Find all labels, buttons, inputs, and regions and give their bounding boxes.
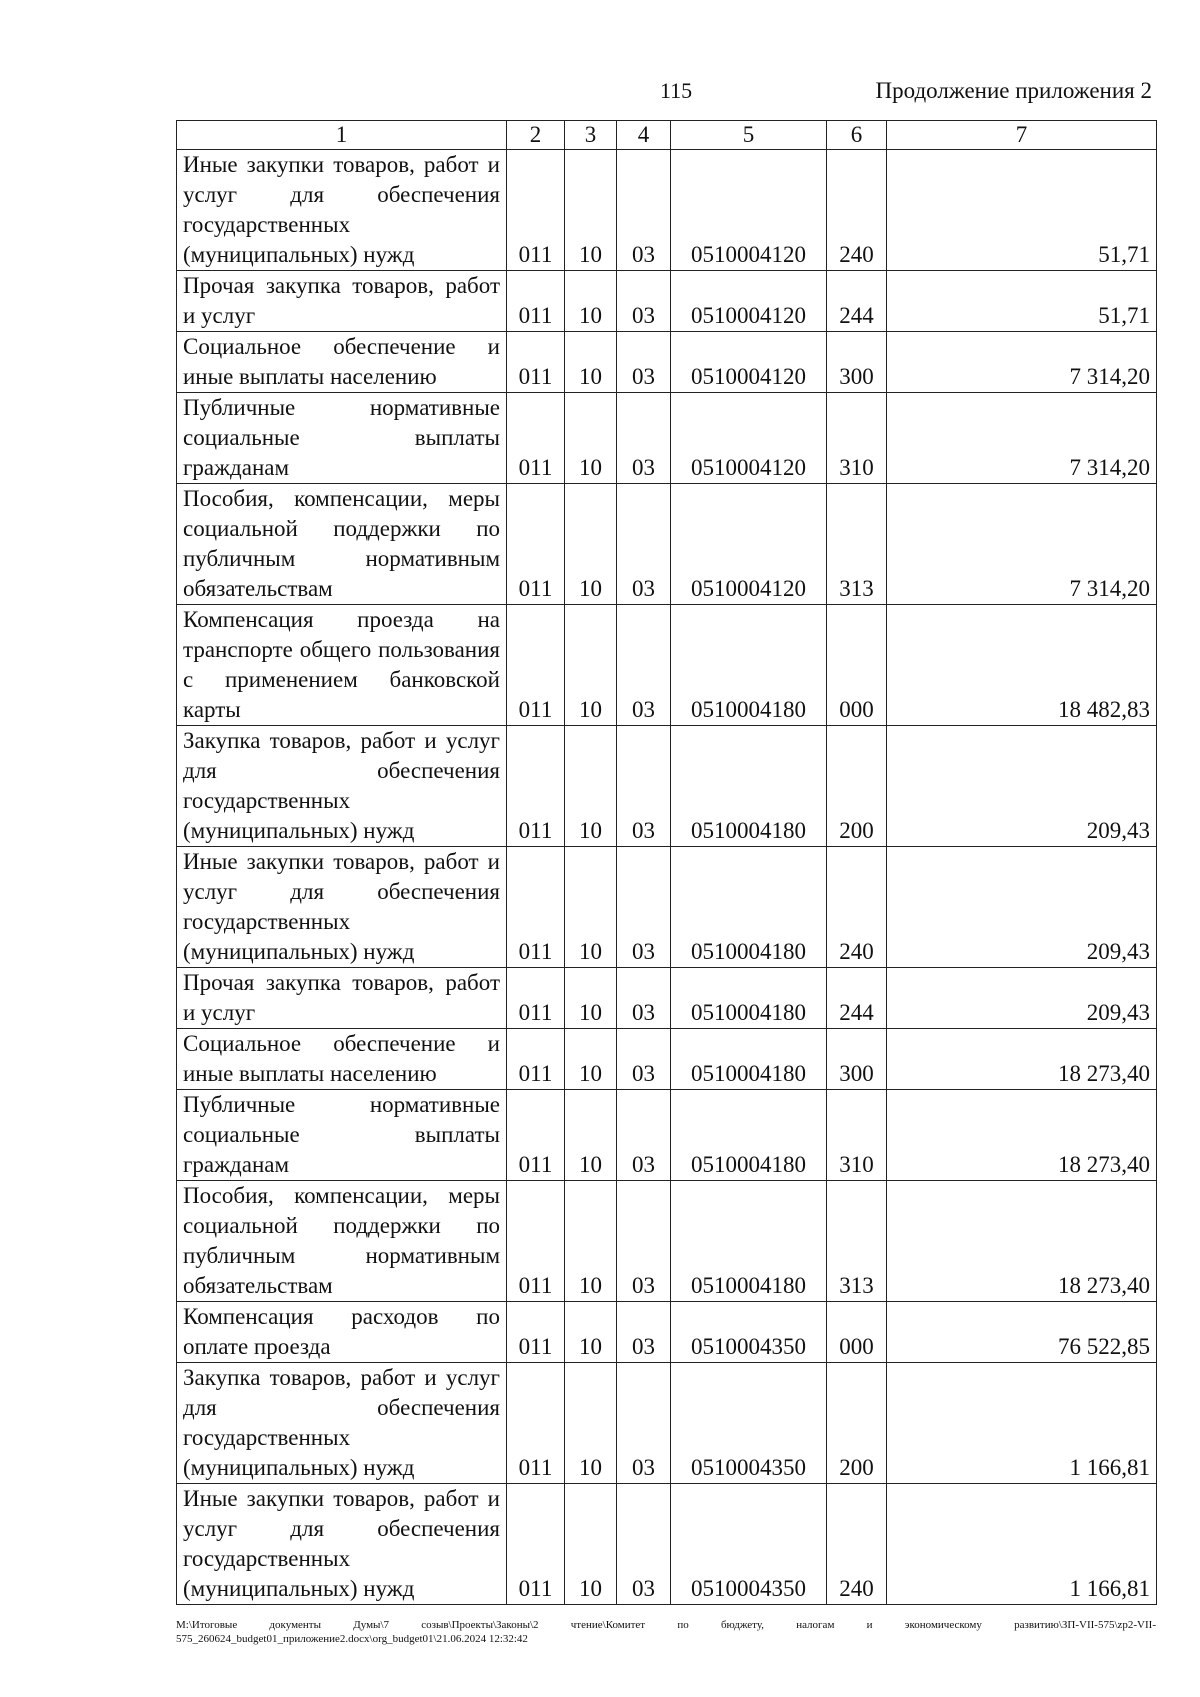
row-name-cell: Социальное обеспечение и иные выплаты населению bbox=[177, 1029, 507, 1090]
row-code-3: 10 bbox=[565, 726, 617, 847]
row-code-3: 10 bbox=[565, 847, 617, 968]
column-header: 2 bbox=[507, 121, 565, 150]
row-code-5: 0510004180 bbox=[671, 1181, 827, 1302]
column-header: 1 bbox=[177, 121, 507, 150]
row-code-2: 011 bbox=[507, 150, 565, 271]
table-row bbox=[177, 605, 1157, 726]
table-row bbox=[177, 332, 1157, 393]
row-code-3: 10 bbox=[565, 1484, 617, 1605]
row-code-6: 313 bbox=[827, 484, 887, 605]
table-row bbox=[177, 1363, 1157, 1484]
table-row bbox=[177, 271, 1157, 332]
continuation-label: Продолжение приложения 2 bbox=[875, 78, 1152, 103]
row-code-2: 011 bbox=[507, 332, 565, 393]
file-path-footer: М:\Итоговые документы Думы\7 созыв\Проекты\Законы\2 чтение\Комитет по бюджету, налогам и экономическому развитию\ЗП-VII-575\zp2-VII-575_260624_budget01_приложение2.docx\org_budget01\21.06.2024 12:32:42 bbox=[176, 1619, 1156, 1645]
row-code-6: 000 bbox=[827, 1302, 887, 1363]
row-code-3: 10 bbox=[565, 1029, 617, 1090]
row-code-4: 03 bbox=[617, 484, 671, 605]
row-code-2: 011 bbox=[507, 1484, 565, 1605]
row-code-4: 03 bbox=[617, 1302, 671, 1363]
row-code-3: 10 bbox=[565, 332, 617, 393]
row-code-6: 000 bbox=[827, 605, 887, 726]
row-code-6: 310 bbox=[827, 1090, 887, 1181]
row-code-3: 10 bbox=[565, 1302, 617, 1363]
table-row bbox=[177, 150, 1157, 271]
row-code-4: 03 bbox=[617, 968, 671, 1029]
row-code-5: 0510004180 bbox=[671, 726, 827, 847]
table-row bbox=[177, 1484, 1157, 1605]
row-amount: 76 522,85 bbox=[887, 1302, 1157, 1363]
row-amount: 209,43 bbox=[887, 726, 1157, 847]
row-code-3: 10 bbox=[565, 393, 617, 484]
row-code-6: 200 bbox=[827, 726, 887, 847]
row-amount: 18 273,40 bbox=[887, 1181, 1157, 1302]
row-name-cell: Пособия, компенсации, меры социальной поддержки по публичным нормативным обязательствам bbox=[177, 484, 507, 605]
row-code-6: 240 bbox=[827, 1484, 887, 1605]
row-code-5: 0510004180 bbox=[671, 1029, 827, 1090]
row-name-cell: Компенсация проезда на транспорте общего пользования с применением банковской карты bbox=[177, 605, 507, 726]
row-code-2: 011 bbox=[507, 271, 565, 332]
row-code-5: 0510004350 bbox=[671, 1484, 827, 1605]
row-amount: 209,43 bbox=[887, 968, 1157, 1029]
row-code-2: 011 bbox=[507, 484, 565, 605]
row-code-2: 011 bbox=[507, 1363, 565, 1484]
row-code-2: 011 bbox=[507, 968, 565, 1029]
row-code-5: 0510004120 bbox=[671, 332, 827, 393]
row-code-4: 03 bbox=[617, 1090, 671, 1181]
row-code-4: 03 bbox=[617, 726, 671, 847]
row-name-cell: Иные закупки товаров, работ и услуг для обеспечения государственных (муниципальных) нужд bbox=[177, 1484, 507, 1605]
table-row bbox=[177, 1302, 1157, 1363]
column-header: 4 bbox=[617, 121, 671, 150]
row-name-cell: Иные закупки товаров, работ и услуг для обеспечения государственных (муниципальных) нужд bbox=[177, 847, 507, 968]
row-code-4: 03 bbox=[617, 1181, 671, 1302]
row-amount: 7 314,20 bbox=[887, 393, 1157, 484]
row-code-2: 011 bbox=[507, 1181, 565, 1302]
row-code-6: 200 bbox=[827, 1363, 887, 1484]
row-code-6: 300 bbox=[827, 1029, 887, 1090]
row-name-cell: Социальное обеспечение и иные выплаты населению bbox=[177, 332, 507, 393]
row-name-cell: Закупка товаров, работ и услуг для обеспечения государственных (муниципальных) нужд bbox=[177, 1363, 507, 1484]
row-code-5: 0510004180 bbox=[671, 968, 827, 1029]
row-code-3: 10 bbox=[565, 1090, 617, 1181]
row-code-2: 011 bbox=[507, 726, 565, 847]
row-code-6: 313 bbox=[827, 1181, 887, 1302]
row-name-cell: Закупка товаров, работ и услуг для обеспечения государственных (муниципальных) нужд bbox=[177, 726, 507, 847]
column-header: 3 bbox=[565, 121, 617, 150]
row-name-cell: Публичные нормативные социальные выплаты гражданам bbox=[177, 393, 507, 484]
row-code-5: 0510004180 bbox=[671, 1090, 827, 1181]
page-number: 115 bbox=[660, 78, 693, 103]
row-code-4: 03 bbox=[617, 150, 671, 271]
header-row bbox=[177, 121, 1157, 150]
row-code-4: 03 bbox=[617, 393, 671, 484]
row-code-4: 03 bbox=[617, 271, 671, 332]
row-amount: 51,71 bbox=[887, 150, 1157, 271]
row-amount: 18 482,83 bbox=[887, 605, 1157, 726]
row-name-cell: Публичные нормативные социальные выплаты гражданам bbox=[177, 1090, 507, 1181]
row-code-6: 240 bbox=[827, 847, 887, 968]
row-code-2: 011 bbox=[507, 605, 565, 726]
column-header: 7 bbox=[887, 121, 1157, 150]
table-row bbox=[177, 393, 1157, 484]
row-code-5: 0510004120 bbox=[671, 393, 827, 484]
row-amount: 1 166,81 bbox=[887, 1484, 1157, 1605]
row-code-4: 03 bbox=[617, 1484, 671, 1605]
table-row bbox=[177, 847, 1157, 968]
row-amount: 7 314,20 bbox=[887, 332, 1157, 393]
row-code-3: 10 bbox=[565, 1363, 617, 1484]
row-code-3: 10 bbox=[565, 150, 617, 271]
table-row bbox=[177, 1181, 1157, 1302]
row-code-3: 10 bbox=[565, 605, 617, 726]
row-code-2: 011 bbox=[507, 1302, 565, 1363]
row-code-4: 03 bbox=[617, 332, 671, 393]
table-row bbox=[177, 1029, 1157, 1090]
row-code-3: 10 bbox=[565, 968, 617, 1029]
row-code-2: 011 bbox=[507, 1090, 565, 1181]
row-code-4: 03 bbox=[617, 605, 671, 726]
table-row bbox=[177, 968, 1157, 1029]
row-code-2: 011 bbox=[507, 1029, 565, 1090]
row-amount: 209,43 bbox=[887, 847, 1157, 968]
row-name-cell: Прочая закупка товаров, работ и услуг bbox=[177, 968, 507, 1029]
row-code-2: 011 bbox=[507, 393, 565, 484]
row-amount: 7 314,20 bbox=[887, 484, 1157, 605]
column-header: 6 bbox=[827, 121, 887, 150]
row-name-cell: Иные закупки товаров, работ и услуг для обеспечения государственных (муниципальных) нужд bbox=[177, 150, 507, 271]
row-amount: 18 273,40 bbox=[887, 1090, 1157, 1181]
table-row bbox=[177, 726, 1157, 847]
row-code-3: 10 bbox=[565, 484, 617, 605]
row-code-6: 240 bbox=[827, 150, 887, 271]
row-code-5: 0510004120 bbox=[671, 271, 827, 332]
row-code-5: 0510004180 bbox=[671, 605, 827, 726]
budget-table bbox=[176, 120, 1157, 1605]
row-code-5: 0510004180 bbox=[671, 847, 827, 968]
row-code-3: 10 bbox=[565, 271, 617, 332]
row-code-5: 0510004120 bbox=[671, 484, 827, 605]
column-header: 5 bbox=[671, 121, 827, 150]
row-code-6: 300 bbox=[827, 332, 887, 393]
row-code-5: 0510004350 bbox=[671, 1302, 827, 1363]
row-name-cell: Пособия, компенсации, меры социальной поддержки по публичным нормативным обязательствам bbox=[177, 1181, 507, 1302]
row-name-cell: Компенсация расходов по оплате проезда bbox=[177, 1302, 507, 1363]
row-code-6: 310 bbox=[827, 393, 887, 484]
row-code-4: 03 bbox=[617, 1363, 671, 1484]
row-code-6: 244 bbox=[827, 968, 887, 1029]
table-row bbox=[177, 484, 1157, 605]
row-amount: 18 273,40 bbox=[887, 1029, 1157, 1090]
row-code-5: 0510004120 bbox=[671, 150, 827, 271]
row-code-6: 244 bbox=[827, 271, 887, 332]
row-name-cell: Прочая закупка товаров, работ и услуг bbox=[177, 271, 507, 332]
row-amount: 1 166,81 bbox=[887, 1363, 1157, 1484]
row-amount: 51,71 bbox=[887, 271, 1157, 332]
row-code-5: 0510004350 bbox=[671, 1363, 827, 1484]
row-code-2: 011 bbox=[507, 847, 565, 968]
row-code-4: 03 bbox=[617, 847, 671, 968]
table-body bbox=[177, 150, 1157, 1605]
row-code-3: 10 bbox=[565, 1181, 617, 1302]
table-row bbox=[177, 1090, 1157, 1181]
row-code-4: 03 bbox=[617, 1029, 671, 1090]
